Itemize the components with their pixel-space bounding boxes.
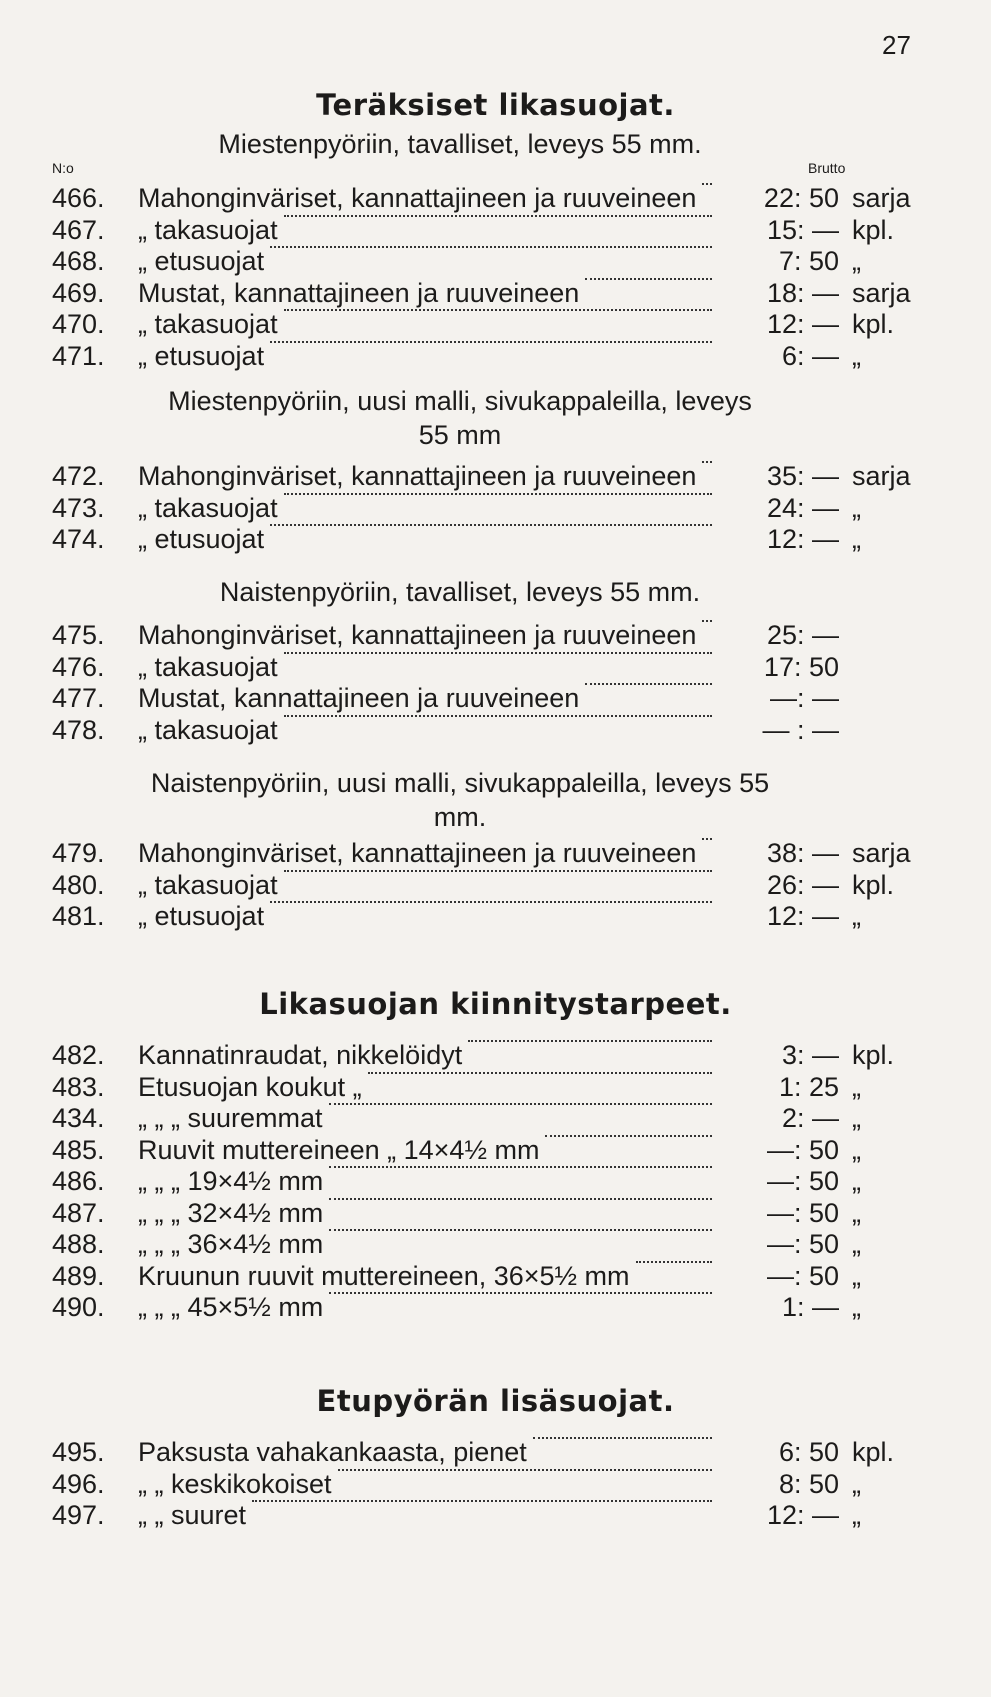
item-unit: sarja — [852, 183, 911, 213]
item-number: 468. — [52, 246, 105, 276]
item-unit: sarja — [852, 461, 911, 491]
item-number: 478. — [52, 714, 105, 745]
item-number: 472. — [52, 461, 105, 491]
section-title: Likasuojan kiinnitystarpeet. — [259, 987, 732, 1021]
table-row — [52, 461, 912, 493]
table-row — [52, 1229, 912, 1261]
item-number: 479. — [52, 838, 105, 868]
table-row — [52, 215, 912, 247]
item-number: 497. — [52, 1500, 105, 1530]
dot-leader — [368, 1072, 712, 1074]
table-row — [52, 1166, 912, 1198]
item-description: Kannatinraudat, nikkelöidyt — [138, 1040, 463, 1070]
table-row — [52, 838, 912, 870]
item-number: 473. — [52, 492, 105, 523]
item-price: 1: — — [781, 1292, 839, 1322]
item-price: 35: — — [766, 461, 839, 491]
table-row — [52, 1072, 912, 1104]
dot-leader — [636, 1261, 712, 1263]
item-description: Kruunun ruuvit muttereineen, 36×5½ mm — [138, 1260, 630, 1291]
item-number: 496. — [52, 1468, 105, 1499]
item-number: 434. — [52, 1103, 105, 1133]
table-row — [52, 1469, 912, 1501]
table-row — [52, 1040, 912, 1072]
dot-leader — [468, 1040, 712, 1042]
item-price: —: 50 — [766, 1260, 839, 1291]
item-price: 18: — — [766, 277, 839, 308]
item-description: „ „ keskikokoiset — [138, 1468, 332, 1499]
item-unit: „ — [852, 1134, 861, 1165]
section-title: Teräksiset likasuojat. — [316, 88, 675, 122]
table-row — [52, 620, 912, 652]
dot-leader — [329, 1198, 712, 1200]
item-unit: „ — [852, 340, 861, 371]
table-row — [52, 1292, 912, 1324]
section-subtitle: Miestenpyöriin, tavalliset, leveys 55 mm. — [218, 129, 702, 159]
item-number: 485. — [52, 1134, 105, 1165]
item-price: 12: — — [766, 901, 839, 931]
dot-leader — [284, 870, 712, 872]
item-price: 25: — — [766, 620, 839, 650]
item-number: 469. — [52, 277, 105, 308]
item-unit: kpl. — [852, 869, 895, 900]
dot-leader — [252, 1500, 712, 1502]
item-price: 2: — — [781, 1103, 839, 1133]
item-unit: „ — [852, 492, 861, 523]
table-row — [52, 1135, 912, 1167]
table-row — [52, 1103, 912, 1135]
table-row — [52, 715, 912, 747]
item-number: 495. — [52, 1437, 105, 1467]
item-price: —: — — [769, 683, 839, 713]
item-unit: „ — [852, 1103, 861, 1133]
item-price: 8: 50 — [778, 1468, 839, 1499]
item-unit: „ — [852, 1468, 861, 1499]
table-row — [52, 1261, 912, 1293]
dot-leader — [270, 901, 712, 903]
item-unit: „ — [852, 1071, 861, 1102]
item-description: Mahonginväriset, kannattajineen ja ruuveineen — [138, 620, 697, 650]
item-unit: „ — [852, 1229, 861, 1259]
dot-leader — [329, 1166, 712, 1168]
item-unit: „ — [852, 1500, 861, 1530]
item-unit: sarja — [852, 277, 911, 308]
item-unit: „ — [852, 1260, 861, 1291]
item-unit: „ — [852, 1166, 861, 1196]
item-price: 12: — — [766, 309, 839, 339]
item-description: „ „ „ 32×4½ mm — [138, 1197, 324, 1228]
item-description: Etusuojan koukut „ — [138, 1071, 362, 1102]
item-unit: kpl. — [852, 1040, 895, 1070]
item-unit: „ — [852, 524, 861, 554]
item-unit: kpl. — [852, 309, 895, 339]
item-description: „ etusuojat — [138, 340, 265, 371]
item-description: „ etusuojat — [138, 524, 265, 554]
item-price: 1: 25 — [778, 1071, 839, 1102]
dot-leader — [338, 1469, 712, 1471]
item-description: Ruuvit muttereineen „ 14×4½ mm — [138, 1134, 540, 1165]
section-title: Etupyörän lisäsuojat. — [316, 1384, 675, 1418]
item-description: „ „ „ 45×5½ mm — [138, 1292, 324, 1322]
dot-leader — [284, 309, 712, 311]
dot-leader — [284, 493, 712, 495]
item-price: —: 50 — [766, 1229, 839, 1259]
item-description: „ etusuojat — [138, 901, 265, 931]
dot-leader — [284, 652, 712, 654]
dot-leader — [702, 461, 712, 463]
item-number: 475. — [52, 620, 105, 650]
page-number: 27 — [882, 30, 911, 60]
item-number: 471. — [52, 340, 105, 371]
item-number: 474. — [52, 524, 105, 554]
table-row — [52, 901, 912, 933]
item-price: 12: — — [766, 1500, 839, 1530]
table-row — [52, 309, 912, 341]
item-description: Mahonginväriset, kannattajineen ja ruuveineen — [138, 183, 697, 213]
item-description: „ takasuojat — [138, 492, 278, 523]
item-unit: „ — [852, 901, 861, 931]
item-number: 488. — [52, 1229, 105, 1259]
table-row — [52, 524, 912, 556]
table-row — [52, 1437, 912, 1469]
item-description: „ „ „ 36×4½ mm — [138, 1229, 324, 1259]
column-header-brutto: Brutto — [808, 160, 846, 176]
item-number: 482. — [52, 1040, 105, 1070]
dot-leader — [702, 620, 712, 622]
item-price: —: 50 — [766, 1197, 839, 1228]
dot-leader — [545, 1135, 712, 1137]
section-subtitle: Naistenpyöriin, uusi malli, sivukappaleilla, leveys 55 mm. — [150, 768, 770, 832]
item-price: 26: — — [766, 869, 839, 900]
table-row — [52, 683, 912, 715]
dot-leader — [702, 183, 712, 185]
column-header-number: N:o — [52, 160, 74, 176]
item-description: Mustat, kannattajineen ja ruuveineen — [138, 277, 580, 308]
item-unit: „ — [852, 1197, 861, 1228]
item-description: Mustat, kannattajineen ja ruuveineen — [138, 683, 580, 713]
item-number: 489. — [52, 1260, 105, 1291]
item-unit: „ — [852, 246, 861, 276]
item-description: „ „ „ suuremmat — [138, 1103, 323, 1133]
item-description: Mahonginväriset, kannattajineen ja ruuveineen — [138, 838, 697, 868]
item-price: 22: 50 — [763, 183, 839, 213]
item-price: 6: — — [781, 340, 839, 371]
dot-leader — [329, 1229, 712, 1231]
item-unit: „ — [852, 1292, 861, 1322]
item-price: 7: 50 — [778, 246, 839, 276]
table-row — [52, 1198, 912, 1230]
item-number: 490. — [52, 1292, 105, 1322]
dot-leader — [585, 278, 712, 280]
item-number: 467. — [52, 214, 105, 245]
item-description: Paksusta vahakankaasta, pienet — [138, 1437, 527, 1467]
table-row — [52, 1500, 912, 1532]
dot-leader — [585, 683, 712, 685]
table-row — [52, 278, 912, 310]
item-price: 15: — — [766, 214, 839, 245]
item-description: „ takasuojat — [138, 309, 278, 339]
item-price: 12: — — [766, 524, 839, 554]
item-description: „ takasuojat — [138, 214, 278, 245]
table-row — [52, 652, 912, 684]
table-row — [52, 341, 912, 373]
dot-leader — [702, 838, 712, 840]
dot-leader — [533, 1437, 712, 1439]
item-description: „ takasuojat — [138, 869, 278, 900]
dot-leader — [270, 524, 712, 526]
item-number: 481. — [52, 901, 105, 931]
item-price: 38: — — [766, 838, 839, 868]
item-number: 487. — [52, 1197, 105, 1228]
table-row — [52, 493, 912, 525]
item-description: „ takasuojat — [138, 651, 278, 682]
item-description: „ takasuojat — [138, 714, 278, 745]
dot-leader — [329, 1292, 712, 1294]
item-price: — : — — [762, 714, 839, 745]
item-description: „ „ suuret — [138, 1500, 247, 1530]
item-unit: kpl. — [852, 1437, 895, 1467]
item-number: 480. — [52, 869, 105, 900]
item-unit: kpl. — [852, 214, 895, 245]
table-row — [52, 246, 912, 278]
item-price: 6: 50 — [778, 1437, 839, 1467]
dot-leader — [329, 1103, 712, 1105]
dot-leader — [284, 215, 712, 217]
item-price: 24: — — [766, 492, 839, 523]
item-number: 466. — [52, 183, 105, 213]
item-number: 470. — [52, 309, 105, 339]
section-subtitle: Naistenpyöriin, tavalliset, leveys 55 mm. — [219, 577, 701, 607]
dot-leader — [284, 715, 712, 717]
item-unit: sarja — [852, 838, 911, 868]
dot-leader — [270, 341, 712, 343]
item-description: „ „ „ 19×4½ mm — [138, 1166, 324, 1196]
section-subtitle: Miestenpyöriin, uusi malli, sivukappaleilla, leveys 55 mm — [168, 386, 752, 450]
table-row — [52, 870, 912, 902]
item-number: 483. — [52, 1071, 105, 1102]
item-description: Mahonginväriset, kannattajineen ja ruuveineen — [138, 461, 697, 491]
item-price: —: 50 — [766, 1134, 839, 1165]
item-price: 3: — — [781, 1040, 839, 1070]
item-price: —: 50 — [766, 1166, 839, 1196]
item-number: 486. — [52, 1166, 105, 1196]
item-description: „ etusuojat — [138, 246, 265, 276]
table-row — [52, 183, 912, 215]
item-number: 477. — [52, 683, 105, 713]
item-price: 17: 50 — [763, 651, 839, 682]
item-number: 476. — [52, 651, 105, 682]
dot-leader — [270, 246, 712, 248]
